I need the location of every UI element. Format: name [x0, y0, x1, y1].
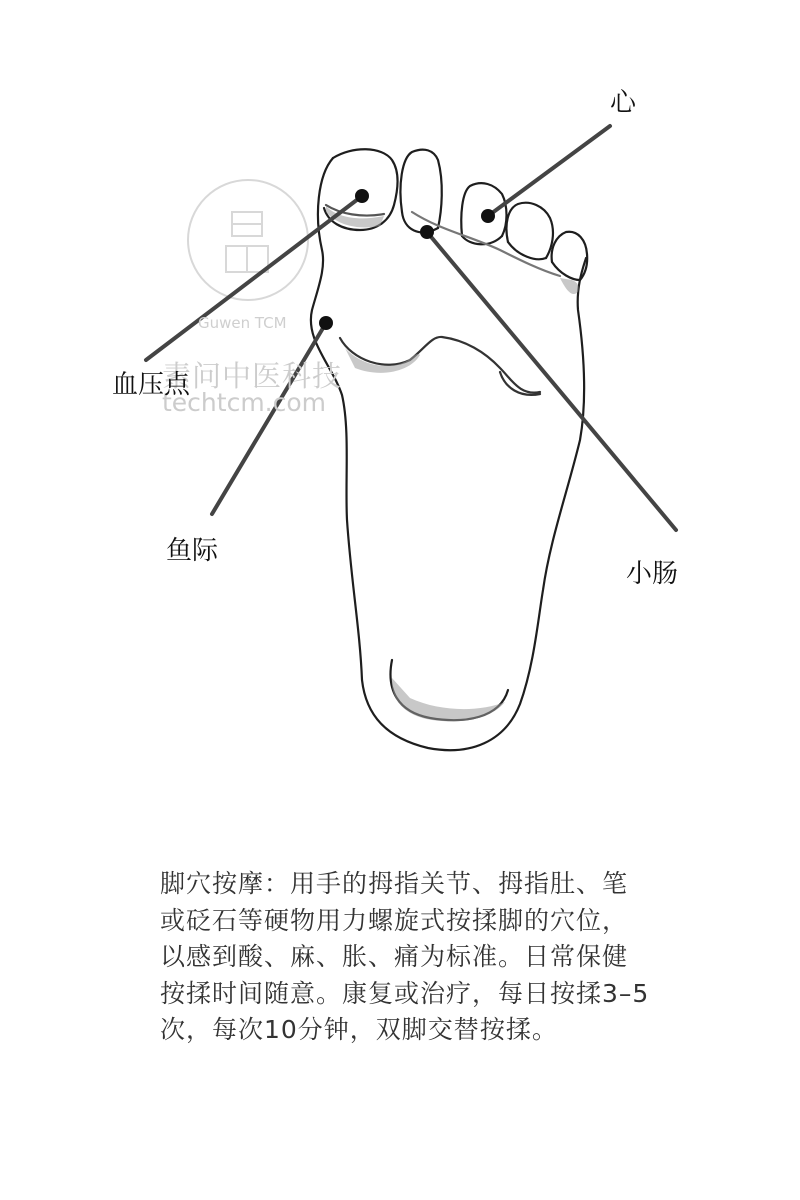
label-xin: 心 [610, 88, 637, 118]
label-yuji: 鱼际 [166, 536, 219, 566]
leader-line-yuji [212, 323, 326, 514]
label-xiaochang: 小肠 [626, 559, 679, 589]
label-xueya: 血压点 [112, 370, 191, 400]
acupoint-xiaochang [420, 225, 434, 239]
watermark-guwen: Guwen TCM [198, 314, 287, 332]
acupoint-xueya [355, 189, 369, 203]
foot-outline [311, 149, 587, 750]
leader-line-xin [488, 126, 610, 216]
acupoint-xin [481, 209, 495, 223]
leader-line-xueya [146, 196, 362, 360]
watermark-url: techtcm.com [162, 388, 327, 417]
watermark-chinese: 素问中医科技 [162, 359, 343, 393]
foot-shading [326, 206, 579, 721]
massage-instructions: 脚穴按摩：用手的拇指关节、拇指肚、笔或砭石等硬物用力螺旋式按揉脚的穴位，以感到酸、麻、胀、痛为标准。日常保健按揉时间随意。康复或治疗，每日按揉3–5次，每次10分钟，双脚交替按揉。 [160, 869, 650, 1044]
acupoint-yuji [319, 316, 333, 330]
leader-line-xiaochang [427, 232, 676, 530]
